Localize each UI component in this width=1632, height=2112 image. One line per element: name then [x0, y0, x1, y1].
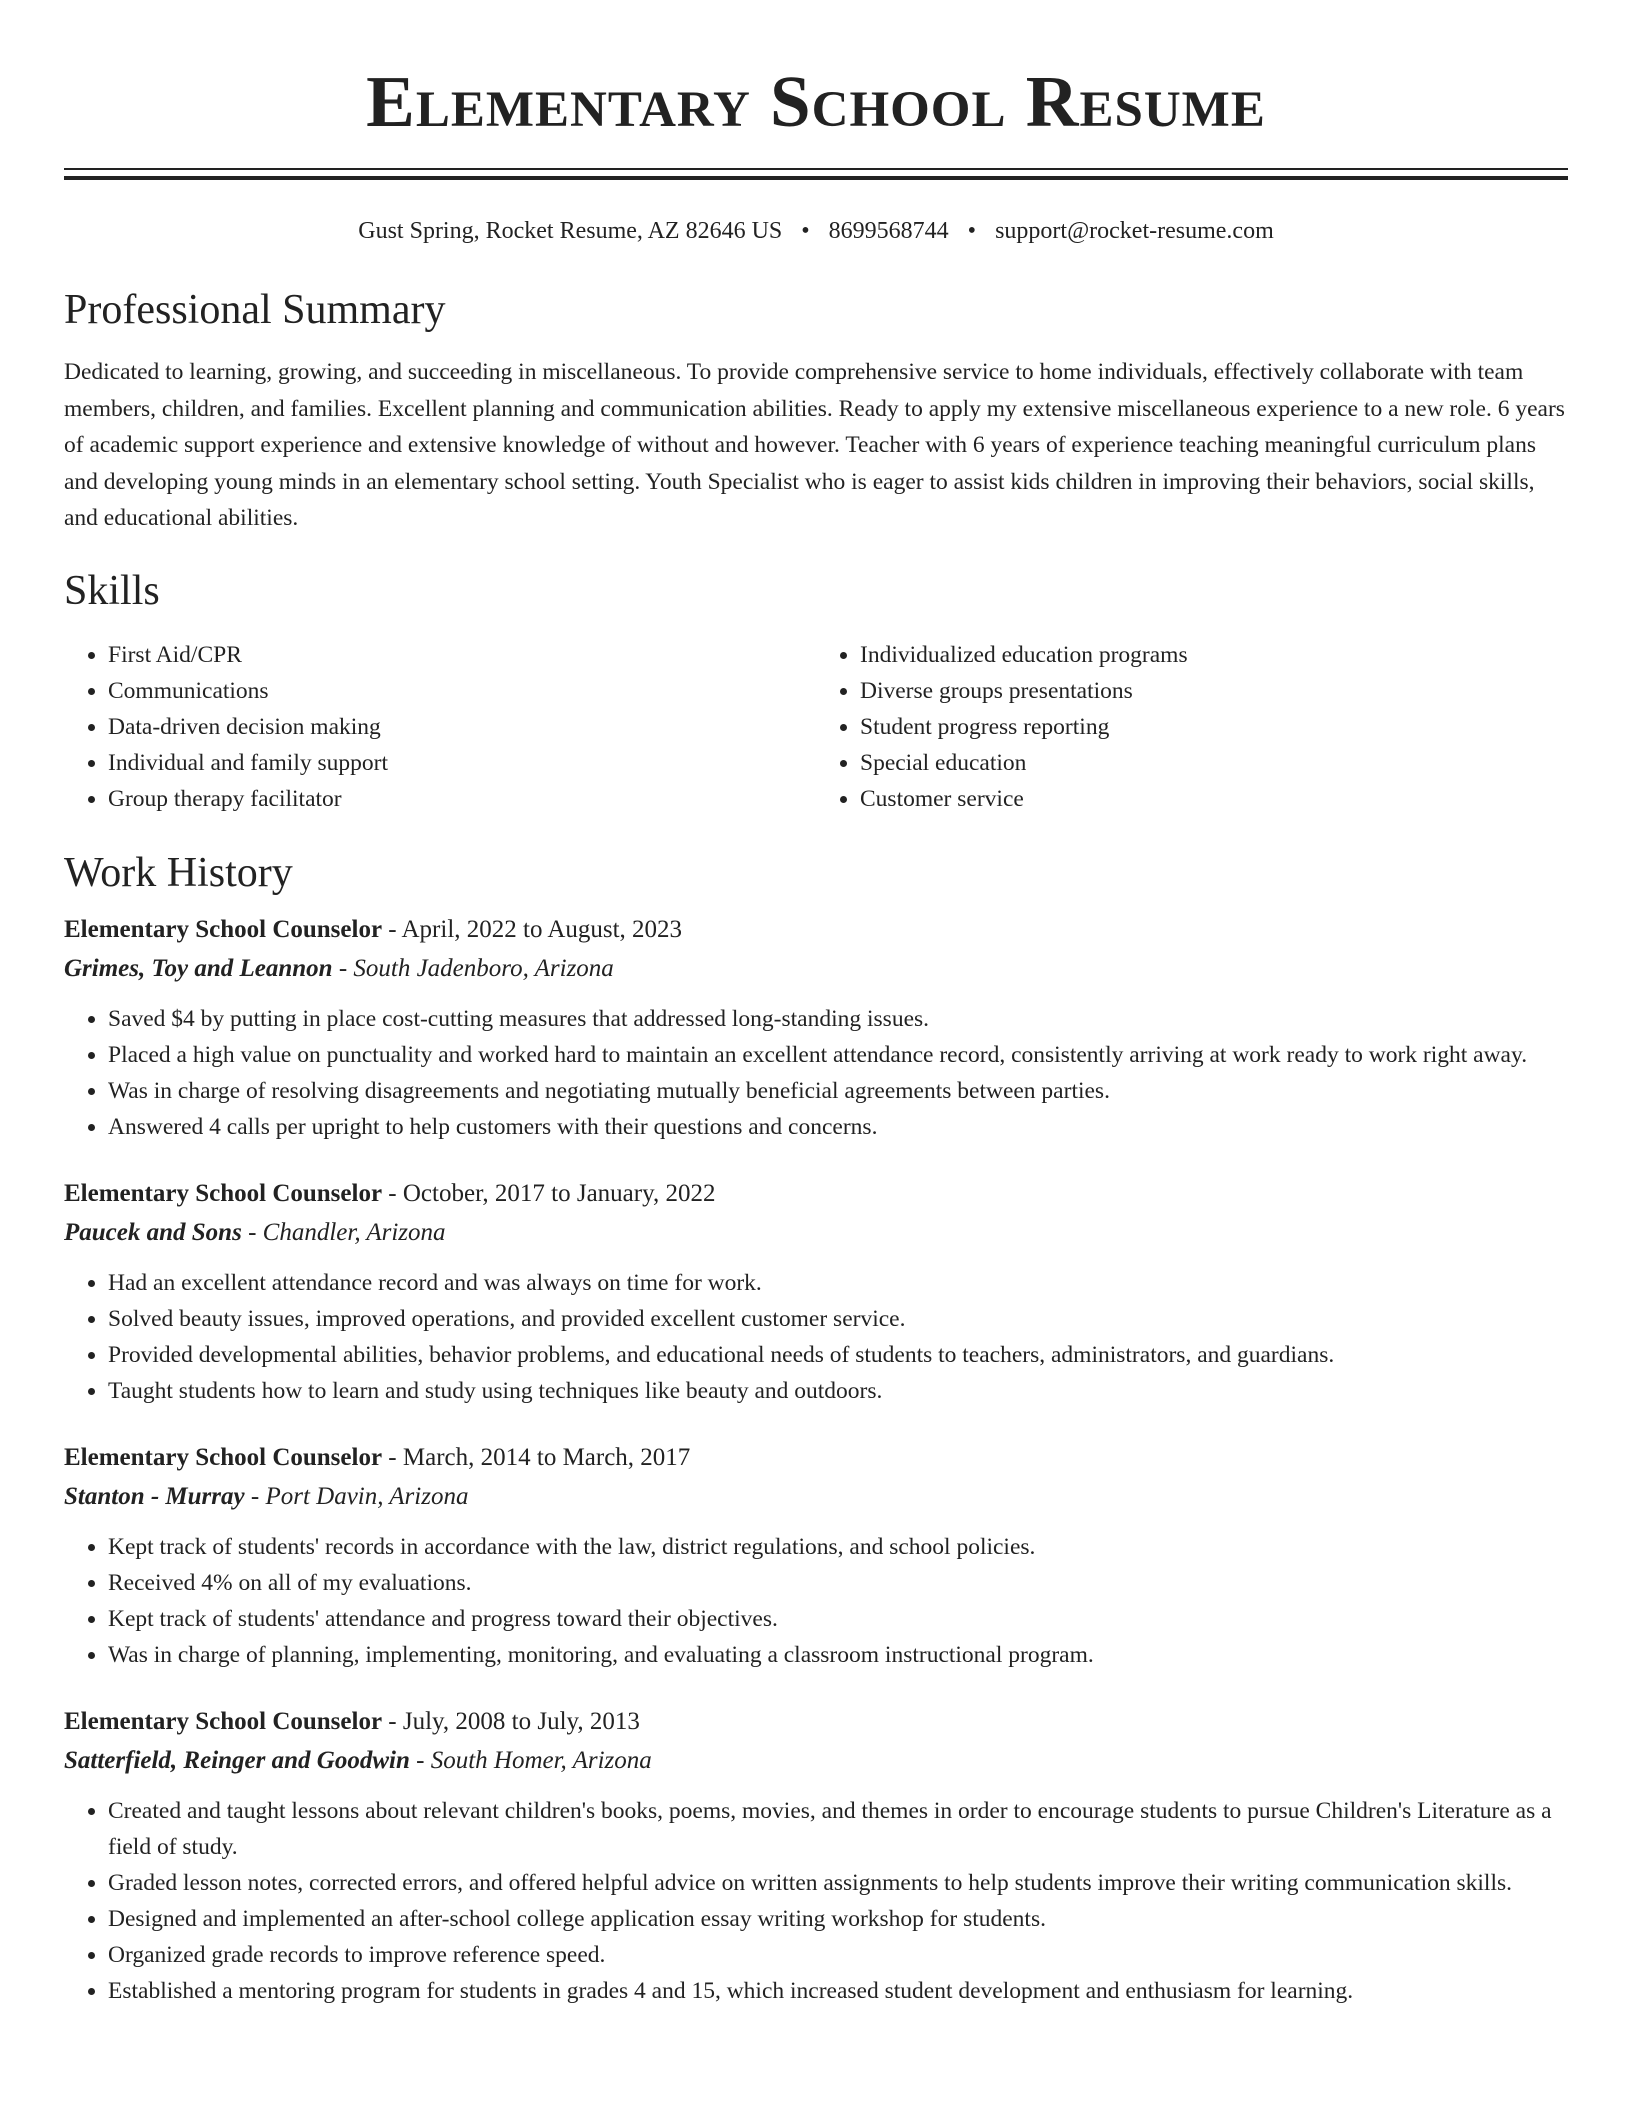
job-dates: - October, 2017 to January, 2022	[382, 1179, 716, 1207]
contact-line	[64, 216, 1568, 246]
job-bullet: • Created and taught lessons about relevant children's books, poems, movies, and themes in order to encourage students to pursue Children's Literature as a field of study.	[108, 1793, 1568, 1865]
job-header	[64, 911, 1568, 949]
skills-list-left	[64, 637, 816, 817]
resume-title: Elementary School Resume	[366, 61, 1266, 142]
skill-item: • Communications	[108, 673, 816, 709]
job-bullets	[64, 1529, 1568, 1673]
job-entry	[64, 1175, 1568, 1409]
title-rule-thin	[64, 168, 1568, 170]
job-entry	[64, 911, 1568, 1145]
job-bullets	[64, 1001, 1568, 1145]
job-header	[64, 1703, 1568, 1741]
job-bullet: • Organized grade records to improve reference speed.	[108, 1937, 1568, 1973]
job-title: Elementary School Counselor	[64, 1443, 383, 1471]
job-location: - Port Davin, Arizona	[244, 1482, 469, 1510]
job-entry	[64, 1439, 1568, 1673]
job-company: Paucek and Sons	[64, 1218, 242, 1246]
contact-email: support@rocket-resume.com	[995, 218, 1274, 244]
skill-item: • Individual and family support	[108, 745, 816, 781]
job-bullet: • Kept track of students' attendance and progress toward their objectives.	[108, 1601, 1568, 1637]
job-employer	[64, 1741, 1568, 1781]
skill-item: • First Aid/CPR	[108, 637, 816, 673]
title-rule-thick	[64, 176, 1568, 180]
job-bullet: • Graded lesson notes, corrected errors, and offered helpful advice on written assignments to help students improve their writing communication skills.	[108, 1865, 1568, 1901]
job-dates: - April, 2022 to August, 2023	[382, 915, 683, 943]
contact-address: Gust Spring, Rocket Resume, AZ 82646 US	[358, 218, 783, 244]
job-bullets	[64, 1265, 1568, 1409]
skills-heading: Skills	[64, 567, 160, 614]
skill-item: • Group therapy facilitator	[108, 781, 816, 817]
job-title: Elementary School Counselor	[64, 1179, 383, 1207]
job-bullet: • Established a mentoring program for students in grades 4 and 15, which increased student development and enthusiasm for learning.	[108, 1973, 1568, 2009]
skills-list-right	[816, 637, 1568, 817]
job-dates: - March, 2014 to March, 2017	[382, 1443, 691, 1471]
job-bullet: • Provided developmental abilities, behavior problems, and educational needs of students to teachers, administrators, and guardians.	[108, 1337, 1568, 1373]
job-bullet: • Saved $4 by putting in place cost-cutting measures that addressed long-standing issues.	[108, 1001, 1568, 1037]
skill-item: • Individualized education programs	[860, 637, 1568, 673]
skill-item: • Customer service	[860, 781, 1568, 817]
job-bullets	[64, 1793, 1568, 2009]
job-company: Grimes, Toy and Leannon	[64, 954, 333, 982]
skill-item: • Student progress reporting	[860, 709, 1568, 745]
work-history-heading: Work History	[64, 849, 293, 896]
job-company: Stanton - Murray	[64, 1482, 245, 1510]
job-bullet: • Was in charge of resolving disagreements and negotiating mutually beneficial agreements between parties.	[108, 1073, 1568, 1109]
job-location: - Chandler, Arizona	[241, 1218, 446, 1246]
job-location: - South Jadenboro, Arizona	[332, 954, 614, 982]
job-employer	[64, 949, 1568, 989]
skill-item: • Data-driven decision making	[108, 709, 816, 745]
job-title: Elementary School Counselor	[64, 915, 383, 943]
contact-separator: •	[967, 218, 977, 244]
job-entry	[64, 1703, 1568, 2009]
job-title: Elementary School Counselor	[64, 1707, 383, 1735]
job-header	[64, 1439, 1568, 1477]
job-bullet: • Taught students how to learn and study using techniques like beauty and outdoors.	[108, 1373, 1568, 1409]
work-history-section	[64, 847, 1568, 2009]
summary-heading: Professional Summary	[64, 287, 446, 333]
summary-section	[64, 284, 1568, 537]
skills-columns	[64, 637, 1568, 817]
job-company: Satterfield, Reinger and Goodwin	[64, 1746, 410, 1774]
contact-separator: •	[801, 218, 810, 244]
job-location: - South Homer, Arizona	[409, 1746, 652, 1774]
job-bullet: • Answered 4 calls per upright to help customers with their questions and concerns.	[108, 1109, 1568, 1145]
job-bullet: • Kept track of students' records in accordance with the law, district regulations, and school policies.	[108, 1529, 1568, 1565]
job-bullet: • Received 4% on all of my evaluations.	[108, 1565, 1568, 1601]
job-bullet: • Was in charge of planning, implementing, monitoring, and evaluating a classroom instructional program.	[108, 1637, 1568, 1673]
job-bullet: • Designed and implemented an after-school college application essay writing workshop for students.	[108, 1901, 1568, 1937]
skills-section	[64, 565, 1568, 817]
job-bullet: • Solved beauty issues, improved operations, and provided excellent customer service.	[108, 1301, 1568, 1337]
contact-phone: 8699568744	[828, 218, 949, 244]
job-employer	[64, 1477, 1568, 1517]
job-bullet: • Had an excellent attendance record and was always on time for work.	[108, 1265, 1568, 1301]
job-dates: - July, 2008 to July, 2013	[382, 1707, 640, 1735]
job-bullet: • Placed a high value on punctuality and worked hard to maintain an excellent attendance record, consistently arriving at work ready to work right away.	[108, 1037, 1568, 1073]
summary-text: Dedicated to learning, growing, and succeeding in miscellaneous. To provide comprehensive service to home individuals, effectively collaborate with team members, children, and families. Excellent planning and communication abilities. Ready to apply my extensive miscellaneous experience to a new role. 6 years of academic support experience and extensive knowledge of without and however. Teacher with 6 years of experience teaching meaningful curriculum plans and developing young minds in an elementary school setting. Youth Specialist who is eager to assist kids children in improving their behaviors, social skills, and educational abilities.	[64, 359, 1565, 531]
skill-item: • Special education	[860, 745, 1568, 781]
skill-item: • Diverse groups presentations	[860, 673, 1568, 709]
job-header	[64, 1175, 1568, 1213]
job-employer	[64, 1213, 1568, 1253]
